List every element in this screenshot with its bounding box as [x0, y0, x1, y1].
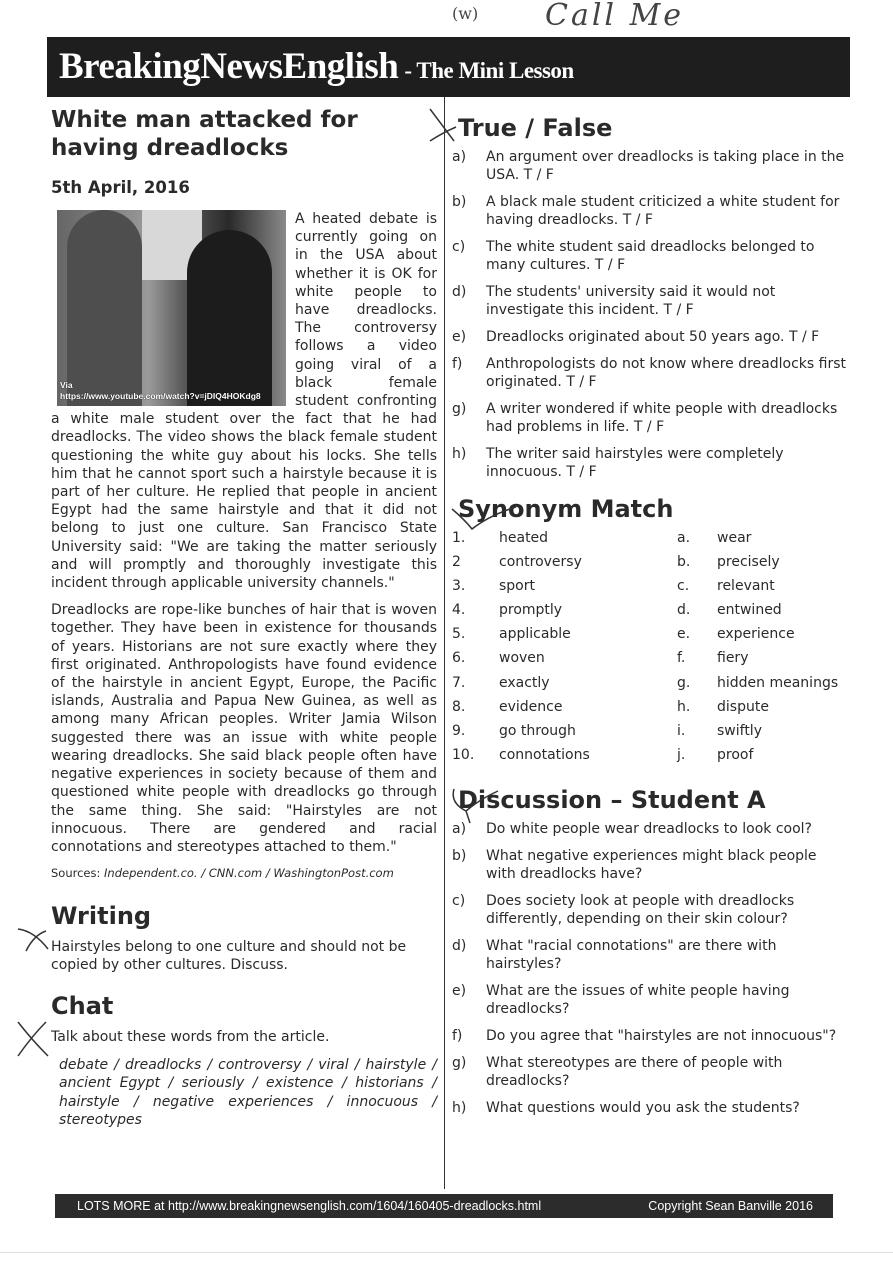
handwritten-check-mark-icon: [450, 785, 505, 825]
row-letter: e.: [677, 626, 691, 643]
row-letter: a.: [677, 530, 691, 546]
item-text: What questions would you ask the students?: [486, 1100, 800, 1117]
row-number: 8.: [452, 698, 466, 715]
item-label: e): [452, 329, 467, 345]
item-text: What "racial connotations" are there with hairstyles?: [486, 938, 777, 973]
column-divider: [444, 97, 445, 1189]
handwritten-mark: (w): [452, 4, 479, 23]
item-text: A writer wondered if white people with dreadlocks had problems in life. T / F: [486, 401, 838, 435]
row-letter: i.: [677, 722, 686, 739]
row-letter: j.: [677, 746, 686, 763]
photo-figure-left: [67, 210, 142, 406]
article-paragraph-2: Dreadlocks are rope-like bunches of hair that is woven together. They have been in existence for thousands of years. Historians are not sure exactly where they first originated. Anthropologists have found evidence of the hairstyle in ancient Egypt, Europe, the Pacific islands, Australia and Papua New Guinea, as well as among many African peoples. Writer Jamia Wilson suggested there was an issue with white people wearing dreadlocks. She said black people often have negative experiences in society because of them and questioned white people with dreadlocks go through the same thing. She said: "Hairstyles are not innocuous. There are gendered and racial connotations and stereotypes attached to them.": [51, 602, 437, 855]
item-text: What are the issues of white people having dreadlocks?: [486, 983, 790, 1018]
item-text: An argument over dreadlocks is taking place in the USA. T / F: [486, 149, 845, 183]
row-word: go through: [499, 722, 576, 739]
row-word: applicable: [499, 626, 571, 643]
row-number: 5.: [452, 626, 466, 643]
item-label: h): [452, 1100, 467, 1117]
row-number: 1.: [452, 530, 466, 546]
row-match: hidden meanings: [717, 674, 839, 691]
row-number: 2: [452, 554, 461, 571]
true-false-item: [452, 238, 847, 274]
row-letter: h.: [677, 698, 691, 715]
discussion-item: [452, 847, 847, 883]
article-date: 5th April, 2016: [51, 178, 190, 197]
row-word: evidence: [499, 698, 563, 715]
site-subtitle: - The Mini Lesson: [404, 58, 574, 83]
row-match: swiftly: [717, 722, 762, 739]
item-label: e): [452, 983, 467, 1000]
row-number: 9.: [452, 722, 466, 739]
chat-word-list: debate / dreadlocks / controversy / viral / hairstyle / ancient Egypt / seriously / existence / historians / hairstyle / negative experiences / innocuous / stereotypes: [59, 1057, 437, 1128]
row-match: precisely: [717, 554, 780, 571]
item-text: Do you agree that "hairstyles are not innocuous"?: [486, 1028, 837, 1045]
row-letter: d.: [677, 602, 691, 619]
row-number: 10.: [452, 746, 475, 763]
row-letter: c.: [677, 578, 690, 595]
synonym-table: [452, 529, 847, 764]
true-false-list: [452, 148, 847, 481]
row-match: fiery: [717, 650, 749, 667]
row-word: promptly: [499, 602, 563, 619]
footer-more-link[interactable]: LOTS MORE at http://www.breakingnewsenglish.com/1604/160405-dreadlocks.html: [77, 1199, 542, 1213]
item-label: d): [452, 938, 467, 955]
handwritten-x-mark-icon: [14, 1018, 54, 1062]
item-label: a): [452, 149, 467, 165]
item-label: d): [452, 284, 467, 300]
row-match: experience: [717, 626, 795, 643]
sources-label: Sources:: [51, 866, 101, 881]
item-text: The writer said hairstyles were completely innocuous. T / F: [486, 446, 784, 480]
row-number: 4.: [452, 602, 466, 619]
true-false-item: [452, 193, 847, 229]
item-label: c): [452, 893, 466, 910]
item-label: b): [452, 194, 467, 210]
row-number: 6.: [452, 650, 466, 667]
item-label: c): [452, 239, 466, 255]
item-text: Do white people wear dreadlocks to look cool?: [486, 821, 812, 838]
handwritten-x-mark-icon: [424, 105, 464, 145]
item-text: The students' university said it would not investigate this incident. T / F: [486, 284, 776, 318]
discussion-item: [452, 937, 847, 973]
discussion-heading: Discussion – Student A: [458, 786, 766, 815]
discussion-item: [452, 1054, 847, 1090]
row-letter: g.: [677, 674, 691, 691]
row-word: sport: [499, 578, 535, 595]
discussion-item: [452, 820, 847, 838]
row-match: relevant: [717, 578, 775, 595]
item-text: Anthropologists do not know where dreadlocks first originated. T / F: [486, 356, 846, 390]
row-letter: f.: [677, 650, 686, 667]
row-word: woven: [499, 650, 545, 667]
row-word: controversy: [499, 554, 582, 571]
article-paragraph-1: A heated debate is currently going on in the USA about whether it is OK for white people to have dreadlocks. The controversy follows a video going viral of a black female student confronting a white male student over the fact that he had dreadlocks. The video shows the black female student questioning the white guy about his locks. She tells him that he cannot sport such a hairstyle because it is part of her culture. He replied that people in ancient Egypt had the same hairstyle and that it did not belong to just one culture. San Francisco State University said: "We are taking the matter seriously and will promptly and thoroughly investigate this incident through applicable university channels.": [51, 211, 437, 592]
true-false-item: [452, 400, 847, 436]
item-label: f): [452, 356, 463, 372]
discussion-list: [452, 820, 847, 1117]
article-photo: [57, 210, 286, 406]
handwritten-x-mark-icon: [14, 925, 54, 957]
site-name: BreakingNewsEnglish: [59, 46, 399, 87]
header-banner: [47, 37, 850, 97]
item-text: The white student said dreadlocks belonged to many cultures. T / F: [486, 239, 815, 273]
item-label: f): [452, 1028, 463, 1045]
footer-copyright: Copyright Sean Banville 2016: [648, 1199, 813, 1213]
item-label: a): [452, 821, 467, 838]
handwritten-note: Call Me: [545, 0, 685, 33]
handwritten-check-mark-icon: [450, 505, 520, 535]
item-label: h): [452, 446, 467, 462]
item-label: g): [452, 1055, 467, 1072]
item-text: A black male student criticized a white student for having dreadlocks. T / F: [486, 194, 840, 228]
synonym-match-heading: Synonym Match: [458, 495, 674, 523]
true-false-item: [452, 355, 847, 391]
photo-credit: [60, 380, 261, 402]
row-word: heated: [499, 530, 549, 546]
row-number: 3.: [452, 578, 466, 595]
discussion-item: [452, 1027, 847, 1045]
row-match: entwined: [717, 602, 782, 619]
row-word: exactly: [499, 674, 550, 691]
site-title: [59, 45, 574, 88]
writing-prompt: Hairstyles belong to one culture and should not be copied by other cultures. Discuss.: [51, 939, 407, 974]
true-false-item: [452, 328, 847, 346]
discussion-item: [452, 892, 847, 928]
article-headline: White man attacked for having dreadlocks: [51, 107, 358, 161]
chat-heading: Chat: [51, 992, 114, 1021]
footer-bar: [55, 1194, 833, 1218]
row-number: 7.: [452, 674, 466, 691]
true-false-item: [452, 148, 847, 184]
exercises-column: [452, 114, 847, 1126]
discussion-item: [452, 982, 847, 1018]
writing-heading: Writing: [51, 902, 152, 931]
chat-instruction: Talk about these words from the article.: [51, 1029, 330, 1046]
discussion-item: [452, 1099, 847, 1117]
article-sources: [51, 866, 437, 880]
page-edge: [0, 1252, 893, 1253]
true-false-heading: True / False: [458, 114, 613, 142]
item-text: Dreadlocks originated about 50 years ago. T / F: [486, 329, 820, 345]
photo-credit-url: https://www.youtube.com/watch?v=jDIQ4HOKdg8: [60, 391, 261, 401]
item-text: What negative experiences might black people with dreadlocks have?: [486, 848, 817, 883]
row-match: proof: [717, 746, 754, 763]
true-false-item: [452, 445, 847, 481]
item-label: g): [452, 401, 467, 417]
row-word: connotations: [499, 746, 590, 763]
photo-credit-via: Via: [60, 380, 73, 390]
article-column: [51, 106, 437, 1129]
item-text: Does society look at people with dreadlocks differently, depending on their skin colour?: [486, 893, 795, 928]
true-false-item: [452, 283, 847, 319]
row-letter: b.: [677, 554, 691, 571]
item-text: What stereotypes are there of people with dreadlocks?: [486, 1055, 783, 1090]
sources-list: Independent.co. / CNN.com / WashingtonPost.com: [104, 866, 394, 881]
item-label: b): [452, 848, 467, 865]
row-match: dispute: [717, 698, 769, 715]
row-match: wear: [717, 530, 752, 546]
